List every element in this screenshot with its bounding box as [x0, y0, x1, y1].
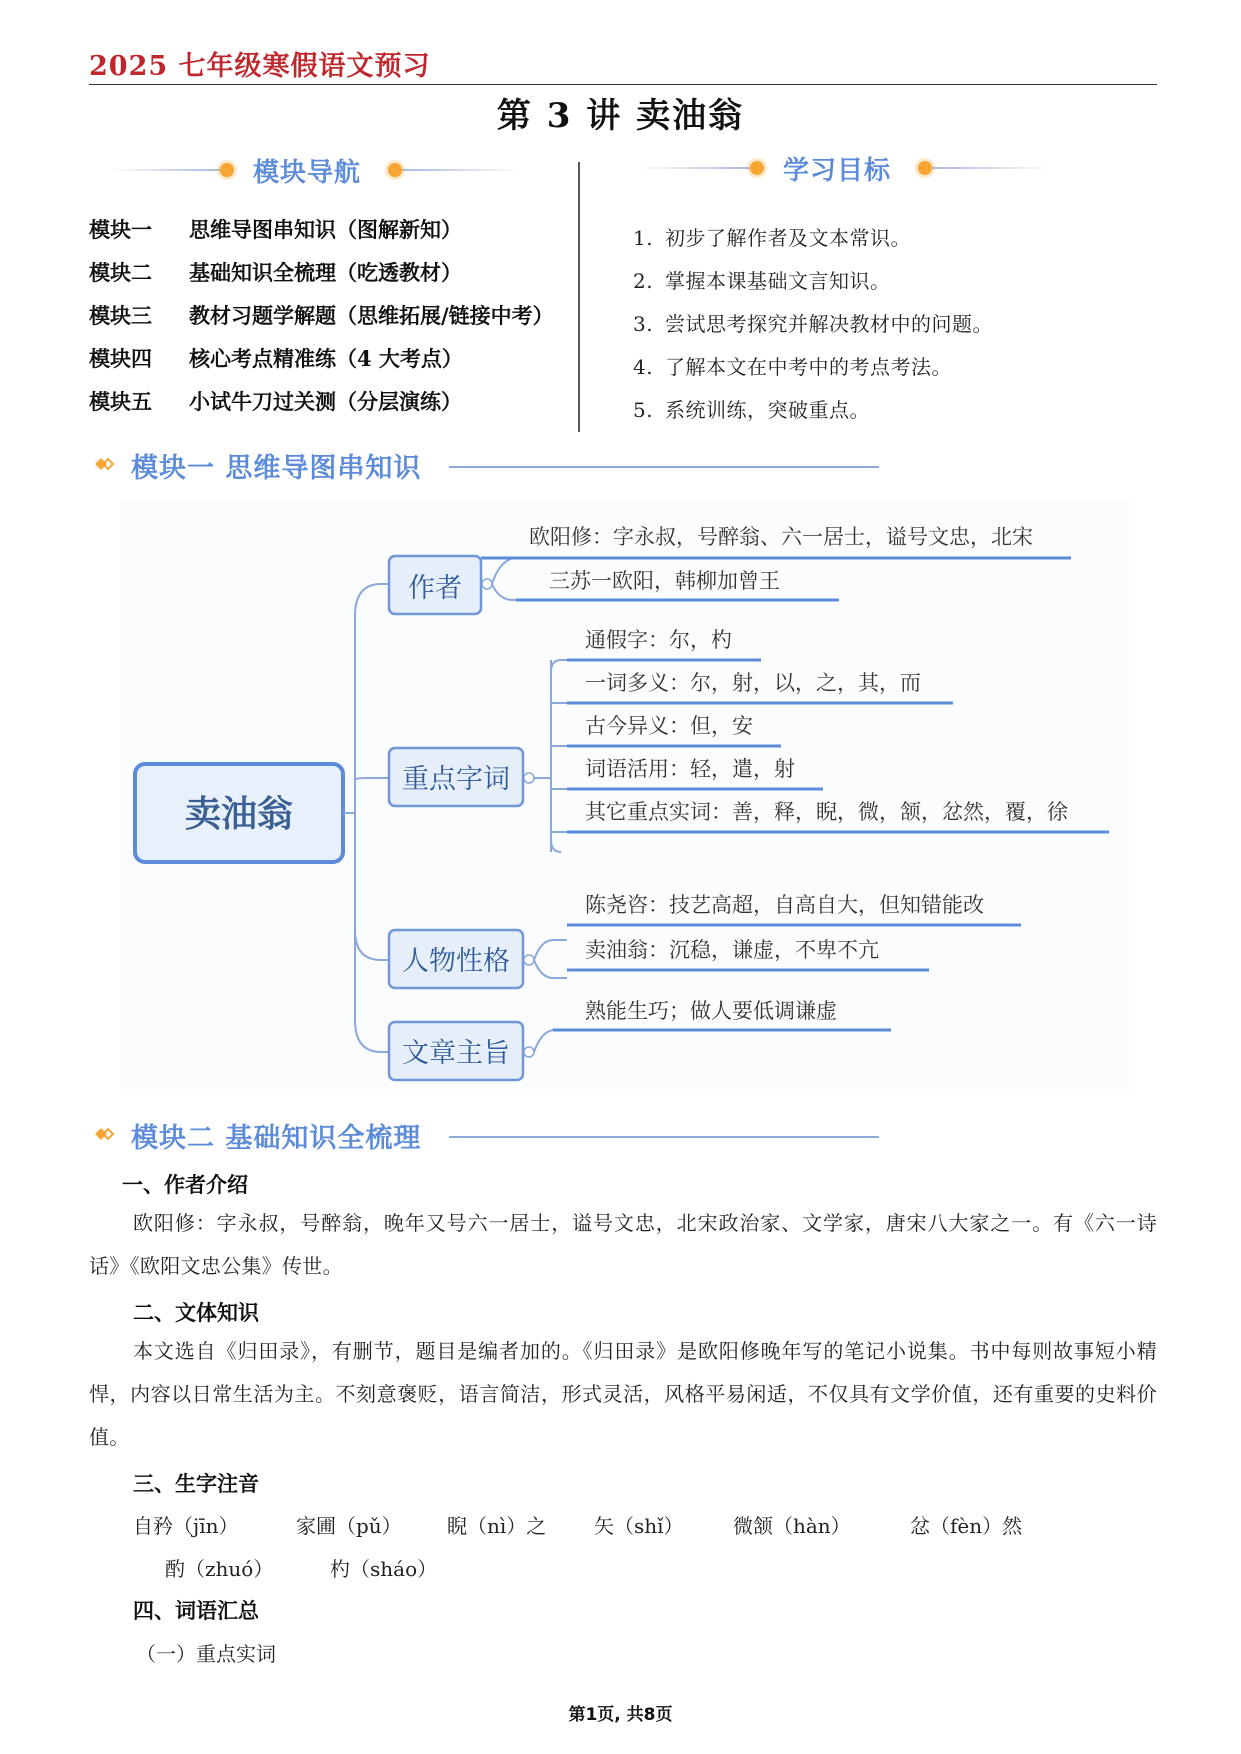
mindmap	[121, 500, 1130, 1094]
nav-item: 模块二 基础知识全梳理（吃透教材）	[89, 260, 462, 285]
header-title: 2025 七年级寒假语文预习	[89, 51, 431, 82]
node-character-label: 人物性格	[402, 946, 510, 977]
goal-item: 3. 尝试思考探究并解决教材中的问题。	[633, 312, 993, 336]
mindmap-leaf: 卖油翁：沉稳，谦虚，不卑不亢	[585, 938, 879, 962]
dot-icon	[750, 161, 764, 175]
nav-item: 模块四 核心考点精准练（4 大考点）	[89, 346, 463, 371]
pinyin-item: 睨（nì）之	[447, 1514, 547, 1538]
mindmap-leaf: 古今异义：但，安	[585, 714, 753, 738]
mindmap-leaf: 一词多义：尔，射，以，之，其，而	[585, 671, 921, 695]
subsection-heading: （一）重点实词	[136, 1642, 276, 1666]
goals-heading-text: 学习目标	[783, 156, 892, 186]
author-intro: 欧阳修：字永叔，号醉翁，晚年又号六一居士，谥号文忠，北宋政治家、文学家，唐宋八大家之一。有《六一诗话》《欧阳文忠公集》传世。	[89, 1211, 1157, 1278]
column-divider	[578, 162, 580, 432]
pinyin-item: 自矜（jīn）	[133, 1514, 239, 1538]
pinyin-item: 酌（zhuó）	[165, 1557, 274, 1581]
nav-item: 模块三 教材习题学解题（思维拓展/链接中考）	[89, 303, 554, 328]
goals-heading	[640, 150, 1060, 186]
page-header	[89, 42, 1157, 85]
section-heading: 二、文体知识	[133, 1300, 259, 1325]
nav-heading-text: 模块导航	[253, 158, 362, 188]
goal-item: 2. 掌握本课基础文言知识。	[633, 269, 891, 293]
mindmap-leaf: 词语活用：轻，遣，射	[585, 757, 795, 781]
pinyin-item: 微颔（hàn）	[733, 1514, 851, 1538]
section-heading: 四、词语汇总	[133, 1598, 259, 1623]
nav-item: 模块五 小试牛刀过关测（分层演练）	[89, 389, 462, 414]
pinyin-item: 矢（shǐ）	[594, 1514, 684, 1538]
pinyin-item: 杓（sháo）	[330, 1557, 438, 1581]
mindmap-leaf: 熟能生巧；做人要低调谦虚	[585, 999, 837, 1023]
node-author-label: 作者	[408, 573, 462, 604]
goal-item: 4. 了解本文在中考中的考点考法。	[633, 355, 952, 379]
nav-heading	[110, 152, 530, 188]
nav-item: 模块一 思维导图串知识（图解新知）	[89, 217, 462, 242]
diamond-arrow-icon	[93, 1123, 115, 1145]
mindmap-leaf: 陈尧咨：技艺高超，自高自大，但知错能改	[585, 893, 984, 917]
mindmap-leaf: 通假字：尔，杓	[585, 628, 732, 652]
node-theme-label: 文章主旨	[402, 1038, 510, 1069]
dot-icon	[220, 163, 234, 177]
module1-banner	[89, 444, 879, 488]
genre-intro: 本文选自《归田录》，有删节，题目是编者加的。《归田录》是欧阳修晚年写的笔记小说集。书中每则故事短小精悍，内容以日常生活为主。不刻意褒贬，语言简洁，形式灵活，风格平易闲适，不仅具有文学价值，还有重要的史料价值。	[89, 1339, 1157, 1449]
mindmap-leaf: 三苏一欧阳，韩柳加曾王	[549, 569, 780, 593]
node-keywords-label: 重点字词	[402, 764, 510, 795]
module1-title: 模块一 思维导图串知识	[131, 453, 422, 484]
module2-banner	[89, 1114, 879, 1158]
pinyin-item: 家圃（pǔ）	[296, 1514, 402, 1538]
section-heading: 一、作者介绍	[122, 1172, 248, 1197]
lecture-title: 第 3 讲 卖油翁	[496, 96, 745, 136]
dot-icon	[388, 163, 402, 177]
pinyin-item: 忿（fèn）然	[910, 1514, 1023, 1538]
goal-item: 1. 初步了解作者及文本常识。	[633, 226, 911, 250]
mindmap-root: 卖油翁	[184, 794, 294, 835]
pinyin-row	[0, 1553, 1241, 1583]
goal-item: 5. 系统训练，突破重点。	[633, 398, 870, 422]
section-heading: 三、生字注音	[133, 1471, 259, 1496]
diamond-arrow-icon	[93, 453, 115, 475]
dot-icon	[918, 161, 932, 175]
module2-title: 模块二 基础知识全梳理	[131, 1123, 422, 1154]
pinyin-row	[0, 1510, 1241, 1540]
mindmap-leaf: 欧阳修：字永叔，号醉翁、六一居士，谥号文忠，北宋	[529, 525, 1033, 549]
mindmap-leaf: 其它重点实词：善，释，睨，微，颔，忿然，覆，徐	[585, 800, 1068, 824]
page-footer: 第1页, 共8页	[568, 1705, 673, 1725]
